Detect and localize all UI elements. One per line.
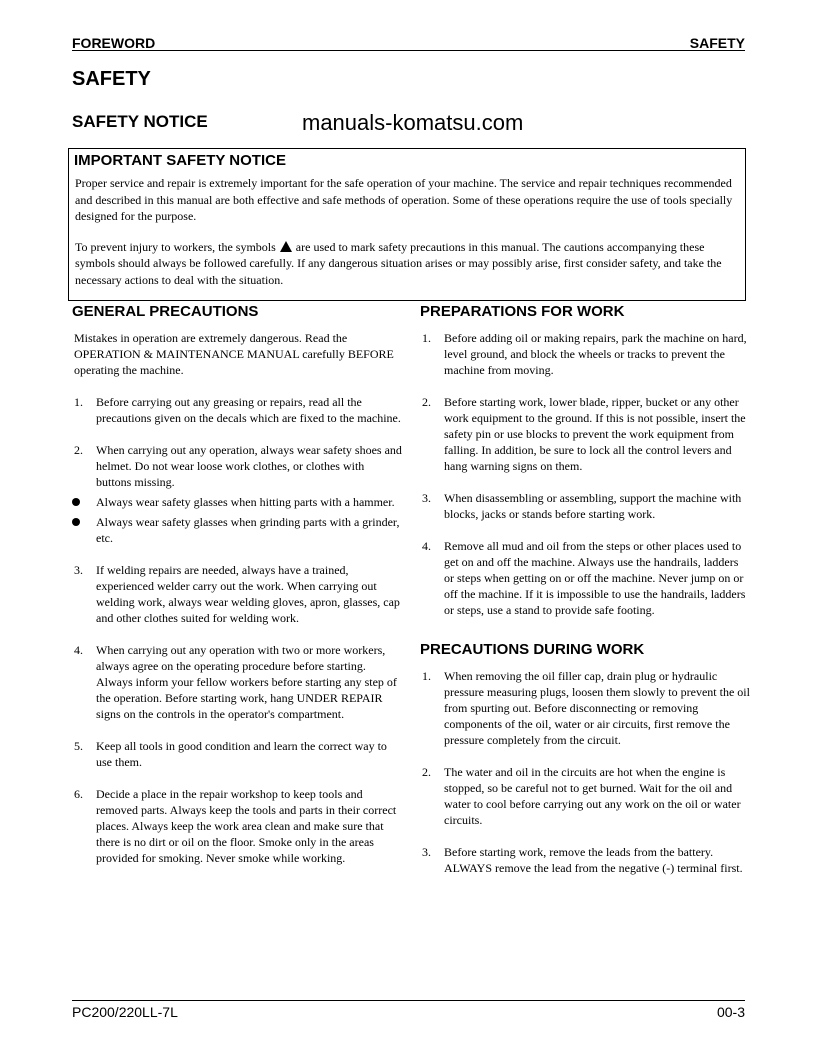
item-number: 3. [422, 845, 431, 859]
page-header [72, 35, 745, 51]
notice-heading: IMPORTANT SAFETY NOTICE [74, 152, 286, 169]
during-work-heading: PRECAUTIONS DURING WORK [420, 641, 645, 658]
item-text: Decide a place in the repair workshop to keep tools and removed parts. Always keep the tools and parts in their correct places. Always keep the work area clean and make sure that there is no dirt or oil on the floor. Smoke only in the areas provided for smoking. Never smoke while working. [96, 787, 397, 865]
section-title: SAFETY NOTICE [72, 112, 208, 131]
item-number: 2. [422, 765, 431, 779]
item-number: 3. [422, 491, 431, 505]
list-item [72, 562, 402, 626]
item-number: 5. [74, 739, 83, 753]
right-column [420, 304, 750, 892]
item-number: 4. [422, 539, 431, 553]
page-title: SAFETY [72, 68, 151, 90]
notice-text: To prevent injury to workers, the symbols [75, 239, 276, 254]
warning-triangle-icon [280, 241, 292, 252]
model-number: PC200/220LL-7L [72, 1004, 178, 1020]
item-text: When carrying out any operation with two or more workers, always agree on the operating procedure before starting. Always inform your fellow workers before starting any step of the operation. Before starting work, hang UNDER REPAIR signs on the controls in the operator's compartment. [96, 643, 397, 721]
notice-paragraph: Proper service and repair is extremely important for the safe operation of your machine. The service and repair techniques recommended and described in this manual are both effective and safe methods of operation. Some of these operations require the use of tools specially designed for the purpose. [75, 176, 733, 223]
notice-paragraph [75, 239, 739, 289]
header-section: FOREWORD [72, 35, 156, 51]
left-column [72, 304, 402, 882]
list-item [420, 330, 750, 378]
item-number: 2. [422, 395, 431, 409]
item-text: If welding repairs are needed, always have a trained, experienced welder carry out the work. When carrying out welding work, always wear welding gloves, apron, glasses, cap and other clothes suited for welding work. [96, 563, 400, 625]
list-item [72, 738, 402, 770]
list-item [72, 394, 402, 426]
item-text: The water and oil in the circuits are hot when the engine is stopped, so be careful not to get burned. Wait for the oil and water to cool before carrying out any work on the oil or water circuits. [444, 765, 741, 827]
general-intro: Mistakes in operation are extremely dangerous. Read the OPERATION & MAINTENANCE MANUAL carefully BEFORE operating the machine. [74, 331, 394, 377]
item-text: Before adding oil or making repairs, park the machine on hard, level ground, and block the wheels or tracks to prevent the machine from moving. [444, 331, 747, 377]
item-text: Before carrying out any greasing or repairs, read all the precautions given on the decals which are fixed to the machine. [96, 395, 401, 425]
general-precautions-heading: GENERAL PRECAUTIONS [72, 303, 259, 320]
item-text: Always wear safety glasses when grinding parts with a grinder, etc. [96, 515, 400, 545]
item-text: When carrying out any operation, always wear safety shoes and helmet. Do not wear loose work clothes, or clothes with buttons missing. [96, 443, 402, 489]
item-text: Remove all mud and oil from the steps or other places used to get on and off the machine. Always use the handrails, ladders or steps when getting on or off the machine. Never jump on or off the machine. If it is impossible to use the handrails, ladders or steps, use a stand to provide safe footing. [444, 539, 746, 617]
list-item [72, 442, 402, 490]
preparations-heading: PREPARATIONS FOR WORK [420, 303, 625, 320]
bullet-icon [72, 518, 80, 526]
notice-text: are used to mark safety precautions in this manual. The cautions accompanying these symbols should always be followed carefully. If any dangerous situation arises or may possibly arise, first consider safety, and take the necessary actions to deal with the situation. [75, 239, 722, 287]
list-item [420, 394, 750, 474]
page-footer [72, 1000, 745, 1020]
item-text: Before starting work, lower blade, ripper, bucket or any other work equipment to the ground. If this is not possible, insert the safety pin or use blocks to prevent the work equipment from falling. In addition, be sure to lock all the control levers and hang warning signs on them. [444, 395, 746, 473]
list-item [420, 668, 750, 748]
list-item [420, 538, 750, 618]
page-number: 00-3 [716, 1004, 745, 1020]
item-number: 2. [74, 443, 83, 457]
list-item [420, 490, 750, 522]
item-text: When disassembling or assembling, support the machine with blocks, jacks or stands before starting work. [444, 491, 742, 521]
item-number: 1. [74, 395, 83, 409]
list-item [72, 494, 402, 510]
item-number: 4. [74, 643, 83, 657]
item-text: Always wear safety glasses when hitting parts with a hammer. [96, 495, 395, 509]
bullet-icon [72, 498, 80, 506]
important-safety-notice [68, 148, 746, 301]
list-item [420, 764, 750, 828]
item-number: 3. [74, 563, 83, 577]
header-chapter: SAFETY [689, 35, 745, 51]
item-text: Keep all tools in good condition and learn the correct way to use them. [96, 739, 387, 769]
item-text: Before starting work, remove the leads from the battery. ALWAYS remove the lead from the negative (-) terminal first. [444, 845, 743, 875]
list-item [72, 642, 402, 722]
item-number: 1. [422, 669, 431, 683]
list-item [420, 844, 750, 876]
watermark: manuals-komatsu.com [302, 110, 524, 135]
item-number: 6. [74, 787, 83, 801]
list-item [72, 786, 402, 866]
item-number: 1. [422, 331, 431, 345]
list-item [72, 514, 402, 546]
item-text: When removing the oil filler cap, drain plug or hydraulic pressure measuring plugs, loosen them slowly to prevent the oil from spurting out. Before disconnecting or removing components of the oil, water or air circuits, first remove the pressure completely from the circuit. [444, 669, 750, 747]
